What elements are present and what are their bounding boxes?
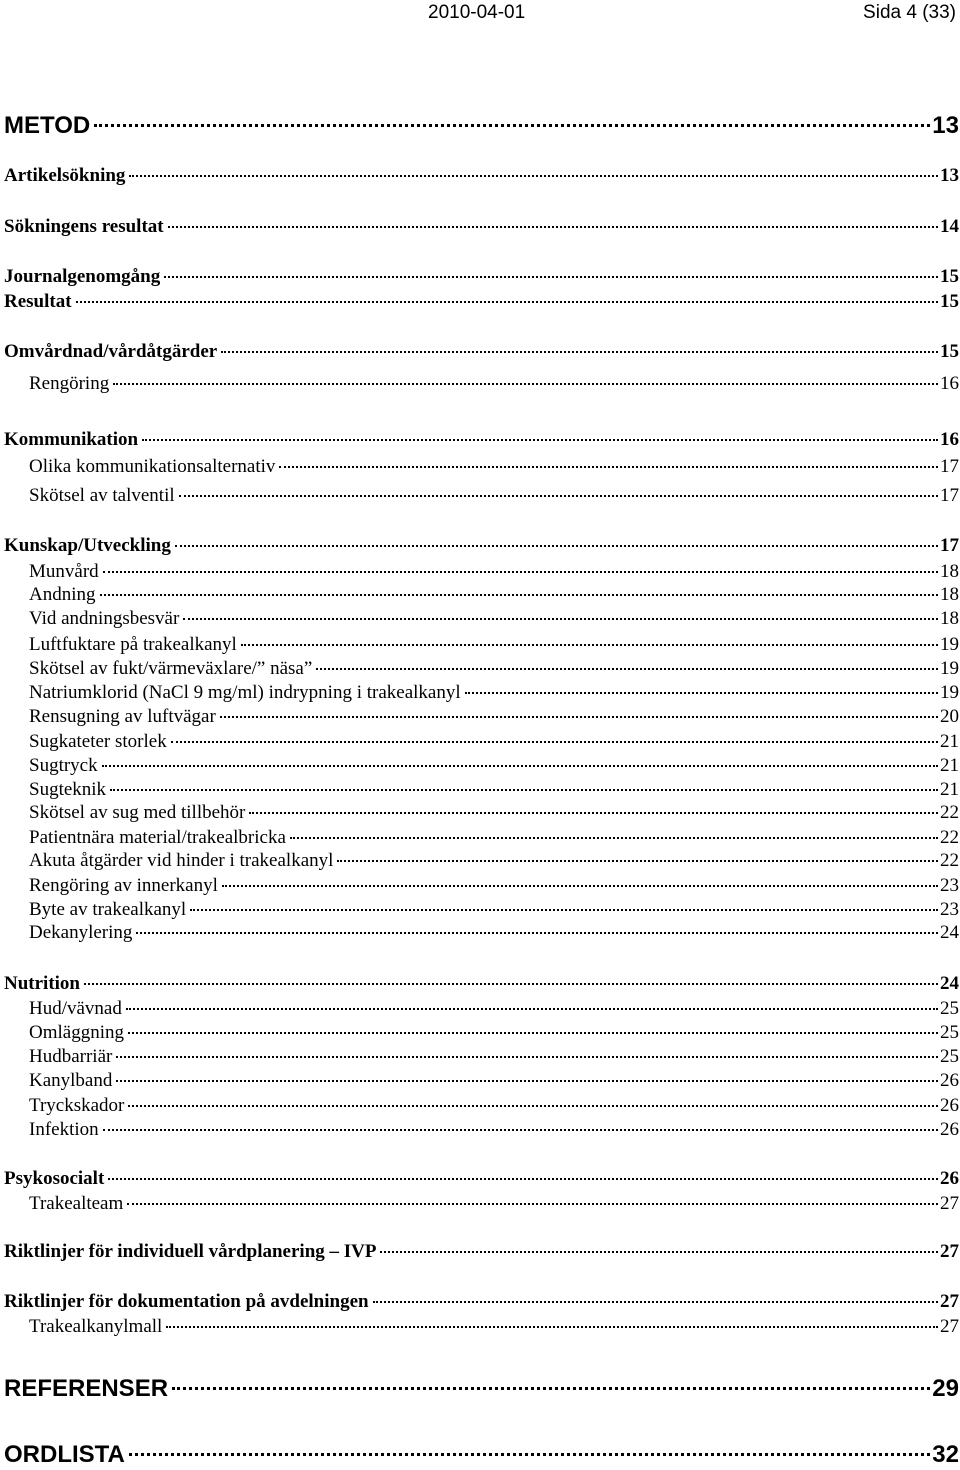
toc-entry[interactable] bbox=[29, 560, 959, 584]
dot-leader bbox=[220, 716, 938, 718]
dot-leader bbox=[136, 932, 938, 934]
toc-entry-label: Trakealkanylmall bbox=[29, 1316, 163, 1337]
toc-entry-page-number: 22 bbox=[940, 802, 959, 823]
toc-entry-page-number: 16 bbox=[940, 373, 959, 394]
dot-leader bbox=[166, 1326, 938, 1328]
toc-entry-label: Kunskap/Utveckling bbox=[4, 535, 171, 556]
toc-entry-label: Dekanylering bbox=[29, 922, 133, 943]
toc-entry[interactable] bbox=[29, 681, 959, 705]
dot-leader bbox=[84, 983, 938, 985]
toc-entry-page-number: 25 bbox=[940, 998, 959, 1019]
toc-entry-label: Artikelsökning bbox=[4, 165, 126, 186]
toc-entry[interactable] bbox=[29, 826, 959, 850]
toc-entry[interactable] bbox=[4, 1440, 959, 1470]
toc-entry-page-number: 23 bbox=[940, 899, 959, 920]
toc-entry[interactable] bbox=[29, 898, 959, 922]
dot-leader bbox=[380, 1251, 938, 1253]
toc-entry-page-number: 27 bbox=[940, 1241, 959, 1262]
toc-entry-label: Byte av trakealkanyl bbox=[29, 899, 187, 920]
toc-entry-label: REFERENSER bbox=[4, 1375, 169, 1402]
toc-entry-page-number: 19 bbox=[940, 682, 959, 703]
toc-entry-label: Trakealteam bbox=[29, 1193, 124, 1214]
toc-entry-label: Munvård bbox=[29, 561, 99, 582]
toc-entry-page-number: 32 bbox=[932, 1441, 959, 1468]
toc-entry-page-number: 18 bbox=[940, 584, 959, 605]
toc-entry[interactable] bbox=[4, 1167, 959, 1191]
toc-entry-page-number: 21 bbox=[940, 731, 959, 752]
toc-entry-label: Akuta åtgärder vid hinder i trakealkanyl bbox=[29, 850, 334, 871]
toc-entry-label: Olika kommunikationsalternativ bbox=[29, 456, 276, 477]
toc-entry-page-number: 26 bbox=[940, 1168, 959, 1189]
toc-entry-page-number: 21 bbox=[940, 779, 959, 800]
toc-entry[interactable] bbox=[29, 455, 959, 479]
header-date: 2010-04-01 bbox=[428, 2, 526, 23]
toc-entry-label: Skötsel av sug med tillbehör bbox=[29, 802, 246, 823]
toc-entry-page-number: 26 bbox=[940, 1119, 959, 1140]
toc-entry-page-number: 13 bbox=[940, 165, 959, 186]
toc-entry[interactable] bbox=[4, 290, 959, 314]
toc-entry-page-number: 26 bbox=[940, 1070, 959, 1091]
toc-entry[interactable] bbox=[29, 778, 959, 802]
toc-entry[interactable] bbox=[29, 705, 959, 729]
dot-leader bbox=[249, 812, 938, 814]
toc-entry-label: Andning bbox=[29, 584, 96, 605]
dot-leader bbox=[129, 1453, 930, 1456]
toc-entry-page-number: 29 bbox=[932, 1375, 959, 1402]
dot-leader bbox=[373, 1301, 938, 1303]
toc-entry-label: Skötsel av fukt/värmeväxlare/” näsa” bbox=[29, 658, 313, 679]
toc-entry-label: Kommunikation bbox=[4, 429, 139, 450]
toc-entry-label: ORDLISTA bbox=[4, 1441, 125, 1468]
toc-entry-label: Nutrition bbox=[4, 973, 80, 994]
toc-entry-label: Rensugning av luftvägar bbox=[29, 706, 216, 727]
toc-entry[interactable] bbox=[29, 583, 959, 607]
toc-entry-page-number: 16 bbox=[940, 429, 959, 450]
toc-entry-page-number: 22 bbox=[940, 850, 959, 871]
toc-entry-label: Omläggning bbox=[29, 1022, 124, 1043]
dot-leader bbox=[116, 1056, 938, 1058]
dot-leader bbox=[128, 1105, 938, 1107]
dot-leader bbox=[128, 1032, 938, 1034]
toc-entry-page-number: 13 bbox=[932, 112, 959, 139]
toc-entry-label: Sugteknik bbox=[29, 779, 107, 800]
toc-entry-page-number: 17 bbox=[940, 456, 959, 477]
toc-entry[interactable] bbox=[29, 849, 959, 873]
dot-leader bbox=[100, 594, 939, 596]
toc-entry[interactable] bbox=[29, 607, 959, 631]
toc-entry[interactable] bbox=[29, 1094, 959, 1118]
toc-entry-label: Vid andningsbesvär bbox=[29, 608, 180, 629]
toc-entry[interactable] bbox=[29, 657, 959, 681]
toc-entry-page-number: 22 bbox=[940, 827, 959, 848]
dot-leader bbox=[179, 495, 938, 497]
dot-leader bbox=[316, 668, 938, 670]
toc-entry[interactable] bbox=[4, 164, 959, 188]
dot-leader bbox=[164, 276, 938, 278]
toc-entry-label: Riktlinjer för individuell vårdplanering – IVP bbox=[4, 1241, 377, 1262]
toc-entry[interactable] bbox=[4, 1290, 959, 1314]
toc-entry[interactable] bbox=[29, 633, 959, 657]
toc-entry[interactable] bbox=[29, 730, 959, 754]
dot-leader bbox=[172, 1387, 930, 1390]
toc-entry[interactable] bbox=[29, 484, 959, 508]
toc-entry-label: Hudbarriär bbox=[29, 1046, 113, 1067]
toc-entry-page-number: 15 bbox=[940, 341, 959, 362]
toc-entry[interactable] bbox=[29, 1192, 959, 1216]
dot-leader bbox=[129, 175, 938, 177]
dot-leader bbox=[279, 466, 938, 468]
toc-entry[interactable] bbox=[4, 111, 959, 141]
dot-leader bbox=[337, 860, 938, 862]
dot-leader bbox=[113, 383, 938, 385]
toc-entry[interactable] bbox=[4, 1240, 959, 1264]
toc-entry-page-number: 19 bbox=[940, 634, 959, 655]
toc-entry[interactable] bbox=[29, 1045, 959, 1069]
toc-entry-page-number: 18 bbox=[940, 561, 959, 582]
dot-leader bbox=[103, 571, 938, 573]
toc-entry[interactable] bbox=[4, 534, 959, 558]
toc-entry-label: Kanylband bbox=[29, 1070, 113, 1091]
dot-leader bbox=[110, 789, 938, 791]
toc-entry[interactable] bbox=[29, 1118, 959, 1142]
toc-entry-page-number: 14 bbox=[940, 216, 959, 237]
dot-leader bbox=[127, 1203, 938, 1205]
toc-entry-page-number: 24 bbox=[940, 973, 959, 994]
toc-entry-page-number: 26 bbox=[940, 1095, 959, 1116]
dot-leader bbox=[222, 885, 938, 887]
toc-entry-label: Rengöring bbox=[29, 373, 110, 394]
toc-entry-label: Sugkateter storlek bbox=[29, 731, 167, 752]
toc-entry-label: Psykosocialt bbox=[4, 1168, 105, 1189]
toc-entry-label: Sökningens resultat bbox=[4, 216, 164, 237]
toc-entry-label: Rengöring av innerkanyl bbox=[29, 875, 218, 896]
toc-entry-label: Omvårdnad/vårdåtgärder bbox=[4, 341, 218, 362]
dot-leader bbox=[290, 837, 938, 839]
dot-leader bbox=[183, 618, 938, 620]
toc-entry[interactable] bbox=[29, 997, 959, 1021]
dot-leader bbox=[175, 545, 938, 547]
toc-entry-page-number: 19 bbox=[940, 658, 959, 679]
toc-entry-page-number: 25 bbox=[940, 1022, 959, 1043]
toc-entry-page-number: 17 bbox=[940, 535, 959, 556]
toc-entry-label: Skötsel av talventil bbox=[29, 485, 175, 506]
toc-entry-page-number: 17 bbox=[940, 485, 959, 506]
dot-leader bbox=[168, 226, 938, 228]
dot-leader bbox=[190, 909, 938, 911]
toc-entry-label: Luftfuktare på trakealkanyl bbox=[29, 634, 237, 655]
dot-leader bbox=[76, 301, 938, 303]
dot-leader bbox=[171, 741, 938, 743]
toc-entry-label: METOD bbox=[4, 112, 91, 139]
dot-leader bbox=[126, 1008, 938, 1010]
toc-entry-page-number: 24 bbox=[940, 922, 959, 943]
toc-entry[interactable] bbox=[4, 1374, 959, 1404]
toc-entry-label: Journalgenomgång bbox=[4, 266, 161, 287]
toc-entry-label: Resultat bbox=[4, 291, 72, 312]
dot-leader bbox=[465, 692, 938, 694]
toc-entry-label: Infektion bbox=[29, 1119, 99, 1140]
toc-entry[interactable] bbox=[4, 265, 959, 289]
toc-entry-page-number: 15 bbox=[940, 266, 959, 287]
toc-entry-label: Riktlinjer för dokumentation på avdelningen bbox=[4, 1291, 369, 1312]
toc-entry[interactable] bbox=[4, 428, 959, 452]
toc-entry-page-number: 18 bbox=[940, 608, 959, 629]
toc-entry[interactable] bbox=[4, 972, 959, 996]
toc-entry[interactable] bbox=[29, 1315, 959, 1339]
toc-entry[interactable] bbox=[29, 874, 959, 898]
toc-entry[interactable] bbox=[29, 921, 959, 945]
toc-entry-label: Hud/vävnad bbox=[29, 998, 122, 1019]
dot-leader bbox=[94, 124, 930, 127]
dot-leader bbox=[142, 439, 938, 441]
toc-entry-page-number: 27 bbox=[940, 1291, 959, 1312]
toc-entry[interactable] bbox=[29, 1069, 959, 1093]
dot-leader bbox=[241, 644, 938, 646]
dot-leader bbox=[116, 1080, 938, 1082]
toc-entry-page-number: 21 bbox=[940, 755, 959, 776]
toc-entry[interactable] bbox=[29, 1021, 959, 1045]
toc-entry-page-number: 27 bbox=[940, 1316, 959, 1337]
toc-entry-page-number: 25 bbox=[940, 1046, 959, 1067]
toc-entry-page-number: 27 bbox=[940, 1193, 959, 1214]
toc-entry[interactable] bbox=[29, 372, 959, 396]
toc-entry-label: Patientnära material/trakealbricka bbox=[29, 827, 286, 848]
toc-entry-label: Sugtryck bbox=[29, 755, 98, 776]
dot-leader bbox=[221, 351, 938, 353]
toc-entry[interactable] bbox=[29, 754, 959, 778]
dot-leader bbox=[108, 1178, 938, 1180]
toc-entry-page-number: 23 bbox=[940, 875, 959, 896]
toc-entry-page-number: 15 bbox=[940, 291, 959, 312]
toc-entry[interactable] bbox=[4, 215, 959, 239]
dot-leader bbox=[102, 765, 938, 767]
toc-entry-label: Natriumklorid (NaCl 9 mg/ml) indrypning i trakealkanyl bbox=[29, 682, 461, 703]
toc-entry[interactable] bbox=[4, 340, 959, 364]
toc-entry[interactable] bbox=[29, 801, 959, 825]
toc-entry-page-number: 20 bbox=[940, 706, 959, 727]
dot-leader bbox=[103, 1129, 938, 1131]
toc-entry-label: Tryckskador bbox=[29, 1095, 125, 1116]
header-page-number: Sida 4 (33) bbox=[863, 2, 956, 23]
